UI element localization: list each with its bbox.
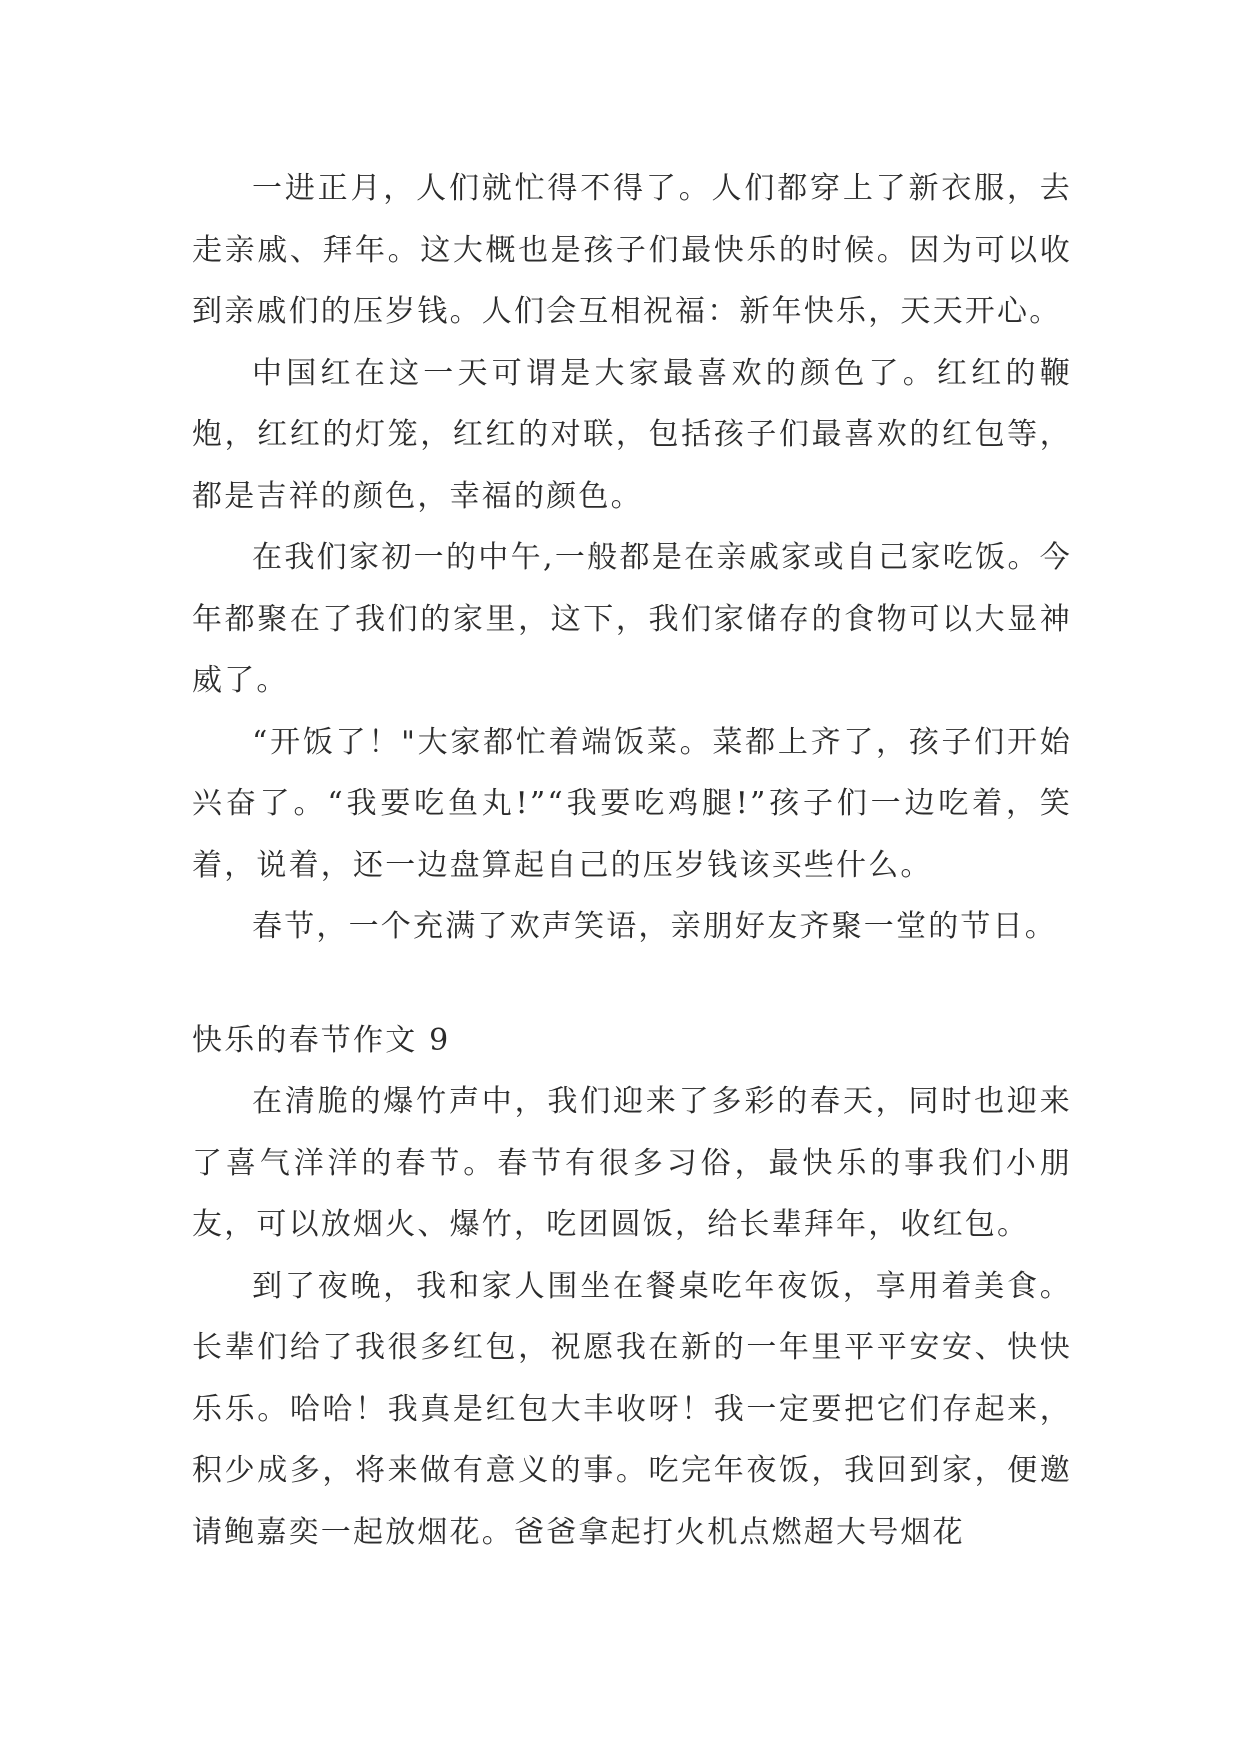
document-body xyxy=(192,158,1072,1563)
paragraph: 一进正月，人们就忙得不得了。人们都穿上了新衣服，去走亲戚、拜年。这大概也是孩子们最快乐的时候。因为可以收到亲戚们的压岁钱。人们会互相祝福：新年快乐，天天开心。 xyxy=(192,171,1072,329)
paragraph: 在清脆的爆竹声中，我们迎来了多彩的春天，同时也迎来了喜气洋洋的春节。春节有很多习俗，最快乐的事我们小朋友，可以放烟火、爆竹，吃团圆饭，给长辈拜年，收红包。 xyxy=(192,1084,1072,1242)
paragraph: 中国红在这一天可谓是大家最喜欢的颜色了。红红的鞭炮，红红的灯笼，红红的对联，包括孩子们最喜欢的红包等，都是吉祥的颜色，幸福的颜色。 xyxy=(192,355,1072,514)
paragraph: 春节，一个充满了欢声笑语，亲朋好友齐聚一堂的节日。 xyxy=(252,909,1057,944)
section-gap xyxy=(192,958,1072,1010)
paragraph: 在我们家初一的中午,一般都是在亲戚家或自己家吃饭。今年都聚在了我们的家里，这下，我们家储存的食物可以大显神威了。 xyxy=(192,540,1072,698)
paragraph: “开饭了！"大家都忙着端饭菜。菜都上齐了，孩子们开始兴奋了。“我要吃鱼丸!”“我要吃鸡腿!”孩子们一边吃着，笑着，说着，还一边盘算起自己的压岁钱该买些什么。 xyxy=(192,724,1072,883)
paragraph: 到了夜晚，我和家人围坐在餐桌吃年夜饭，享用着美食。长辈们给了我很多红包，祝愿我在新的一年里平平安安、快快乐乐。哈哈！我真是红包大丰收呀！我一定要把它们存起来，积少成多，将来做有意义的事。吃完年夜饭，我回到家，便邀请鲍嘉奕一起放烟花。爸爸拿起打火机点燃超大号烟花 xyxy=(192,1268,1072,1550)
essay-heading: 快乐的春节作文 9 xyxy=(192,1022,451,1058)
